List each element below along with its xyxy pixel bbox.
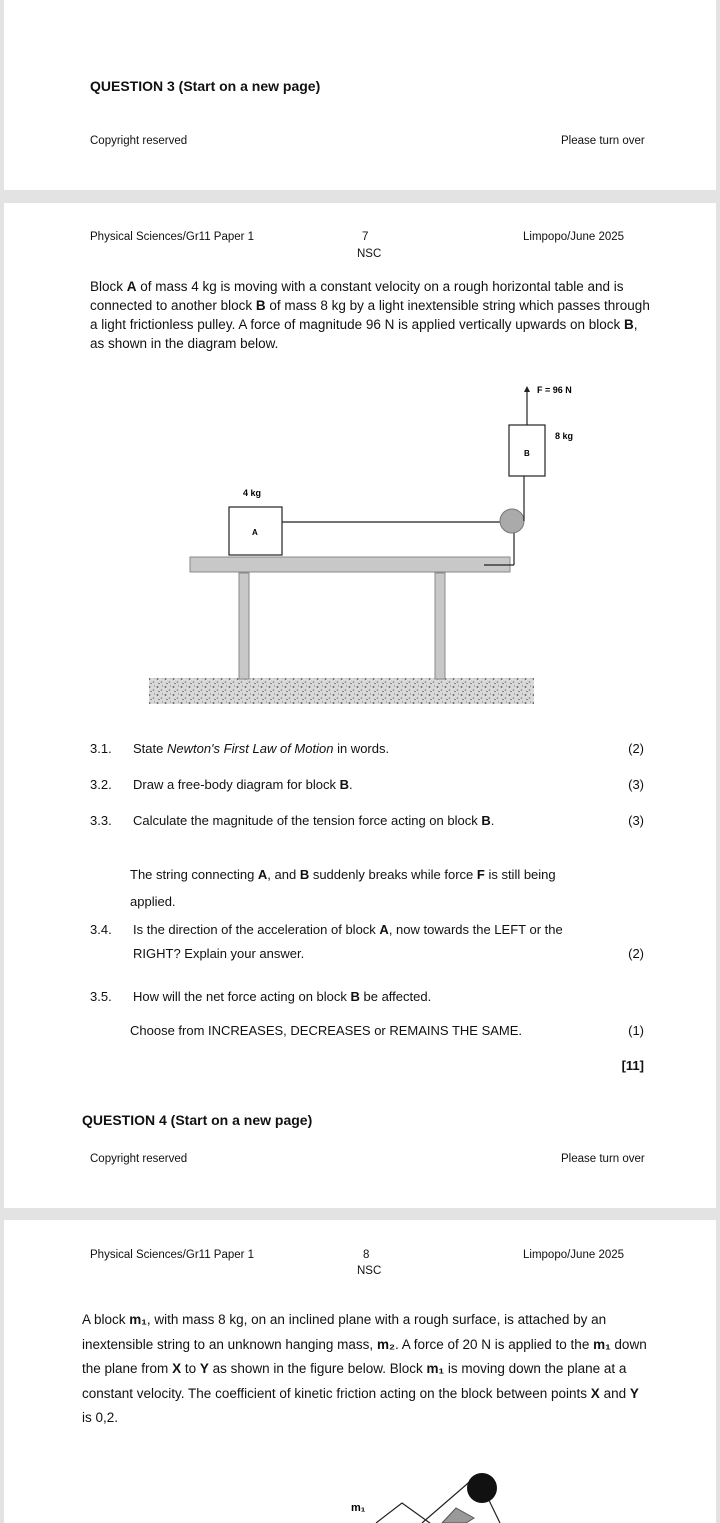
header-session: Limpopo/June 2025	[523, 1249, 625, 1261]
question-3-4-marks: (2)	[628, 946, 644, 961]
block-a-label: A	[252, 528, 258, 537]
page-1	[4, 0, 716, 190]
footer-copyright: Copyright reserved	[90, 1153, 188, 1165]
question-3-2-marks: (3)	[628, 777, 644, 792]
header-exam: NSC	[357, 1265, 382, 1277]
block-m1	[442, 1508, 474, 1523]
question-4-intro: A block m₁, with mass 8 kg, on an inclined plane with a rough surface, is attached by an inextensible string to an unknown hanging mass, m₂. A force of 20 N is applied to the m₁ down the plane from X to Y as shown in the figure below. Block m₁ is moving down the plane at a constant velocity. The coefficient of kinetic friction acting on the block between points X and Y is 0,2.	[82, 1312, 647, 1425]
question-3-3-marks: (3)	[628, 813, 644, 828]
header-exam: NSC	[357, 248, 382, 260]
question-3-1-number: 3.1.	[90, 741, 112, 756]
string-break-note-line2: applied.	[130, 894, 176, 909]
question-3-5-text: How will the net force acting on block B be affected.	[133, 989, 432, 1004]
table-top	[190, 557, 510, 572]
pulley	[500, 509, 524, 533]
table-leg-left	[239, 573, 249, 679]
table-pulley-diagram	[4, 373, 716, 713]
header-subject: Physical Sciences/Gr11 Paper 1	[90, 1249, 255, 1261]
question-3-4-text-line2: RIGHT? Explain your answer.	[133, 946, 305, 961]
question-3-4-text: Is the direction of the acceleration of block A, now towards the LEFT or the	[133, 922, 563, 937]
question-3-total: [11]	[621, 1058, 644, 1073]
header-page-number: 7	[362, 231, 369, 243]
block-b-label: B	[524, 449, 530, 458]
incline-pulley	[467, 1473, 497, 1503]
question-3-1-marks: (2)	[628, 741, 644, 756]
header-subject: Physical Sciences/Gr11 Paper 1	[90, 231, 255, 243]
question-3-1-text: State Newton's First Law of Motion in words.	[133, 741, 390, 756]
question-3-3-text: Calculate the magnitude of the tension force acting on block B.	[133, 813, 495, 828]
footer-turn-over: Please turn over	[561, 135, 645, 147]
question-3-4-number: 3.4.	[90, 922, 112, 937]
question-3-3-number: 3.3.	[90, 813, 112, 828]
ground	[149, 678, 534, 704]
question-3-2-number: 3.2.	[90, 777, 112, 792]
table-leg-right	[435, 573, 445, 679]
question-3-5-choice: Choose from INCREASES, DECREASES or REMAINS THE SAME.	[130, 1023, 523, 1038]
header-page-number: 8	[363, 1249, 370, 1261]
question-3-intro: Block A of mass 4 kg is moving with a constant velocity on a rough horizontal table and is connected to another block B of mass 8 kg by a light inextensible string which passes through a light frictionless pulley. A force of magnitude 96 N is applied vertically upwards on block B, as shown in the diagram below.	[90, 279, 650, 351]
question-3-heading: QUESTION 3 (Start on a new page)	[90, 78, 321, 94]
footer-copyright: Copyright reserved	[90, 135, 188, 147]
block-a-mass-label: 4 kg	[243, 488, 262, 498]
question-3-5-number: 3.5.	[90, 989, 112, 1004]
question-4-heading: QUESTION 4 (Start on a new page)	[82, 1112, 313, 1128]
page-3	[4, 1220, 716, 1523]
force-label: F = 96 N	[537, 385, 572, 395]
block-b-mass-label: 8 kg	[555, 431, 574, 441]
page-2	[4, 203, 716, 1208]
force-arrow-head	[524, 386, 530, 392]
string-break-note: The string connecting A, and B suddenly breaks while force F is still being	[130, 867, 556, 882]
incline-diagram	[4, 1438, 716, 1523]
question-3-2-text: Draw a free-body diagram for block B.	[133, 777, 353, 792]
question-3-5-marks: (1)	[628, 1023, 644, 1038]
m1-label: m₁	[351, 1502, 366, 1514]
header-session: Limpopo/June 2025	[523, 231, 625, 243]
footer-turn-over: Please turn over	[561, 1153, 645, 1165]
